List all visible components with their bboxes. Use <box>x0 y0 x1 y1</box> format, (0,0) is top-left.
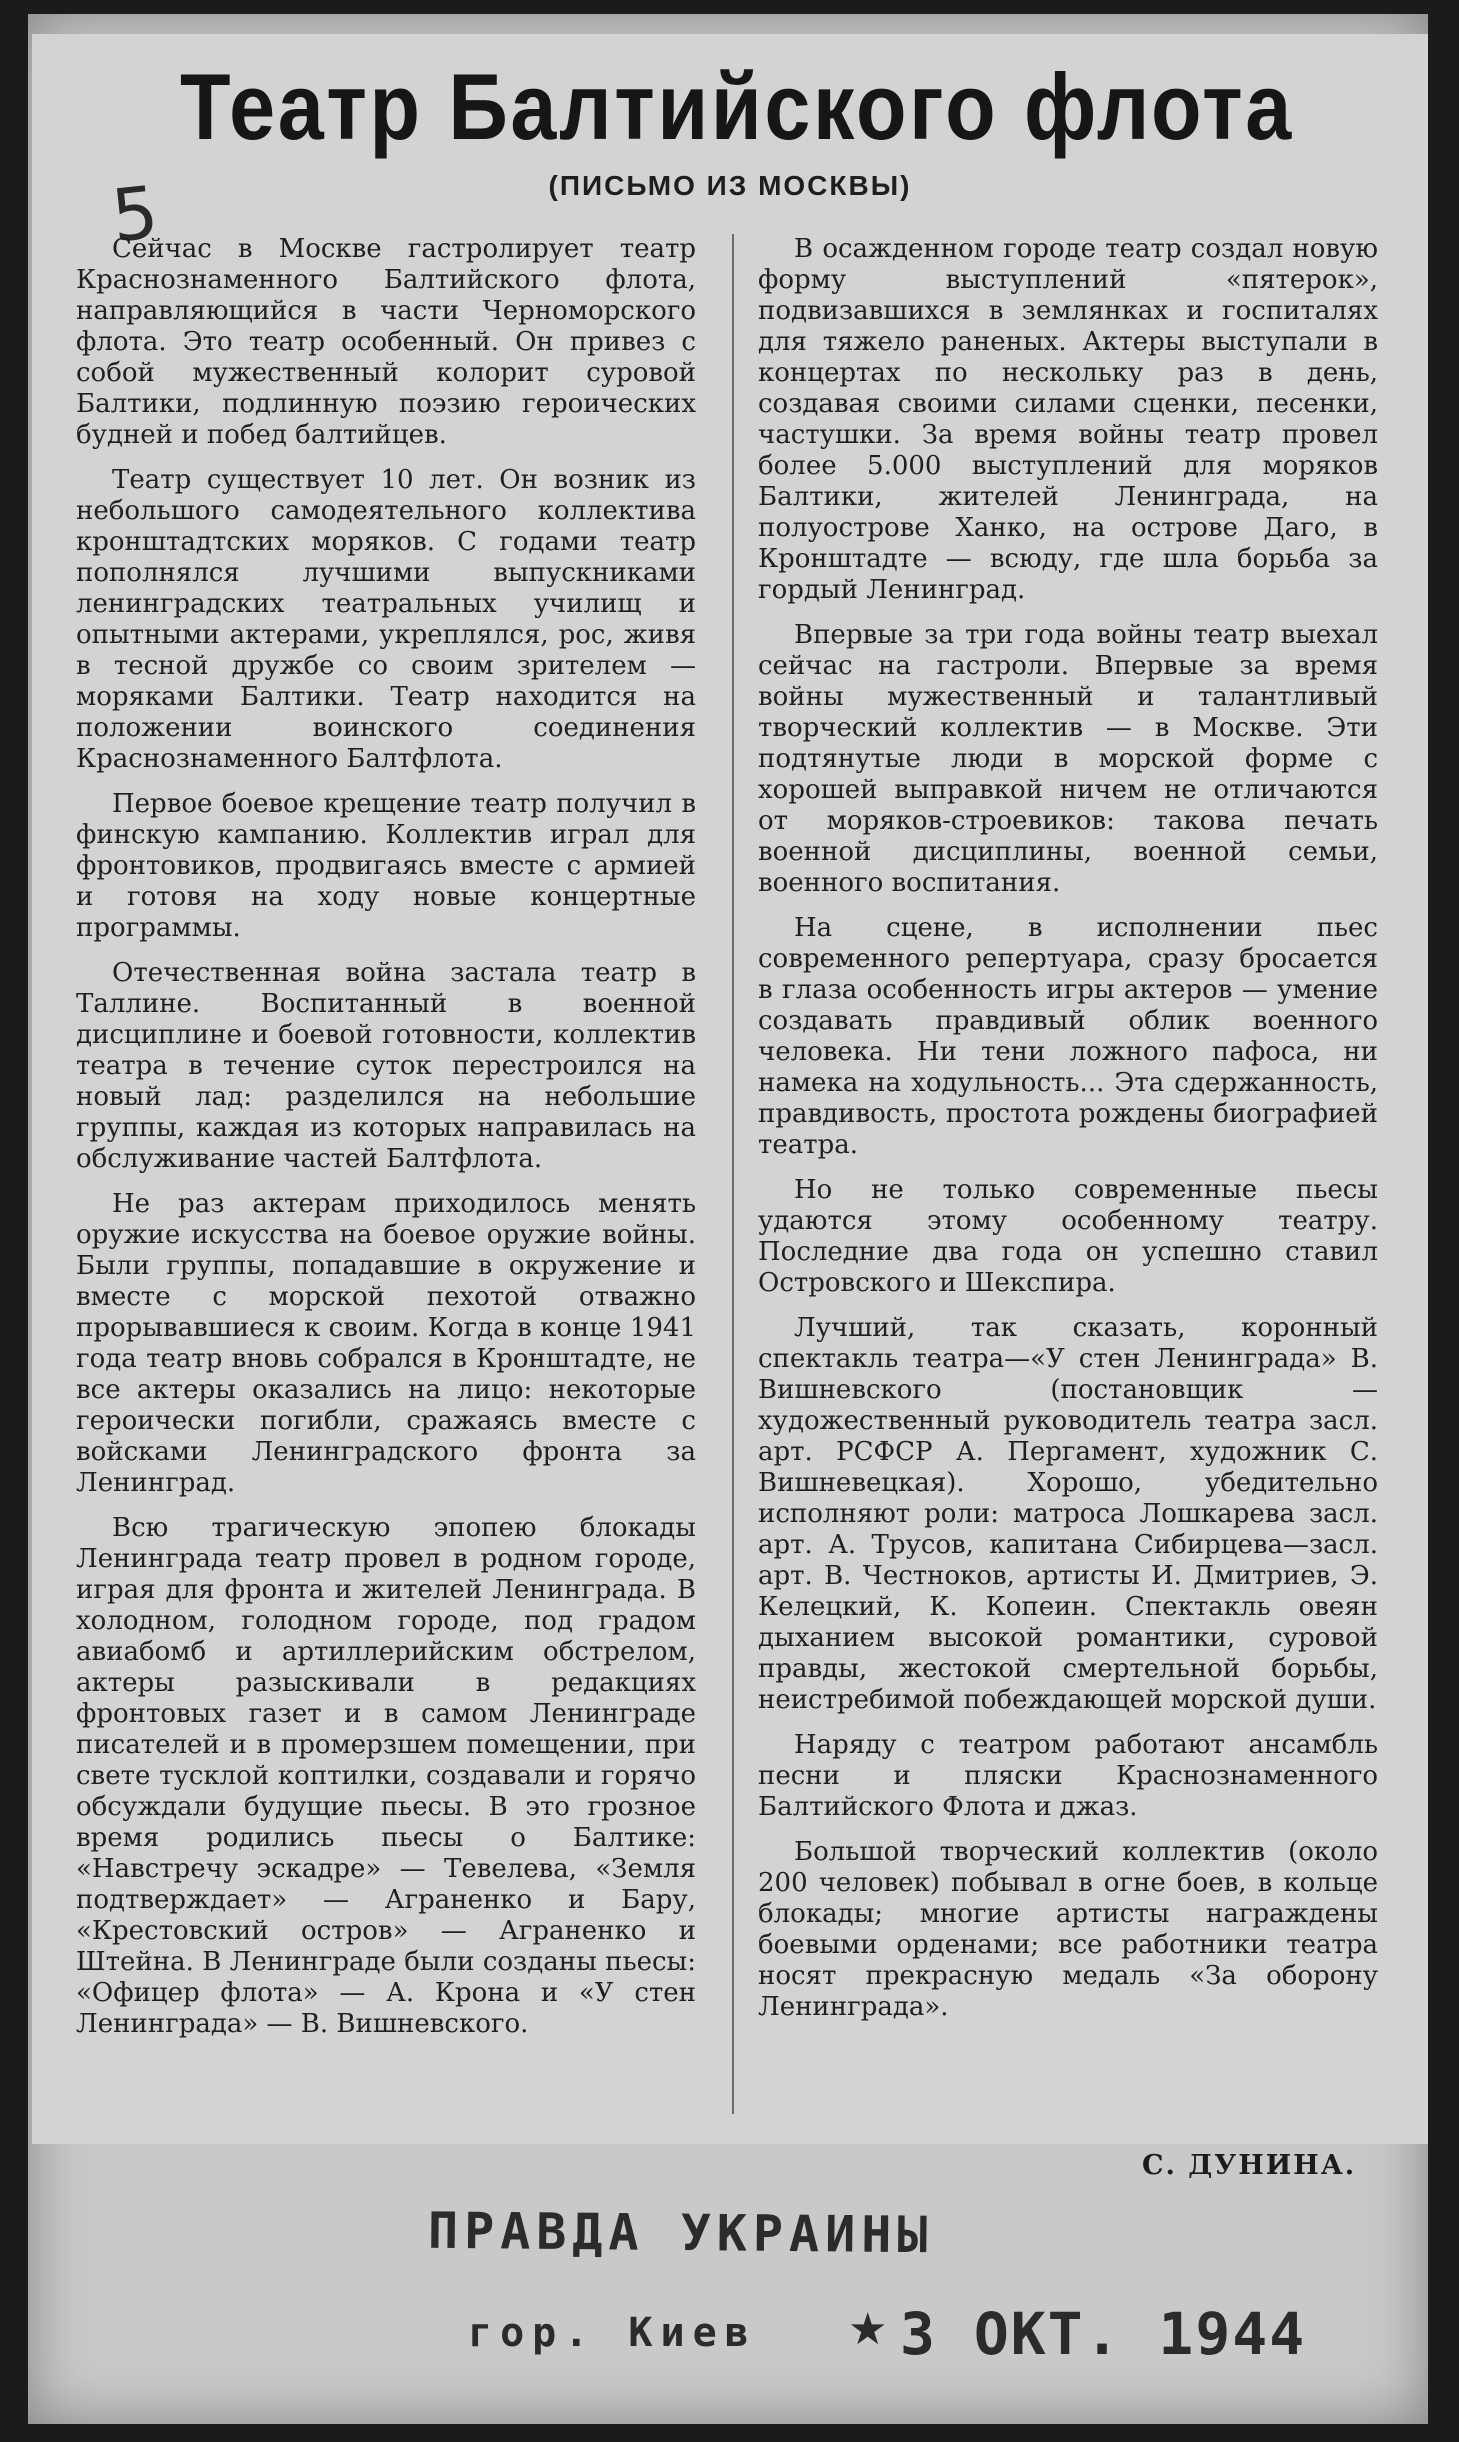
newspaper-clipping <box>32 34 1428 2181</box>
paragraph: Лучший, так сказать, коронный спектакль театра—«У стен Ленинграда» В. Вишневского (постановщик — художественный руководитель театра засл. арт. РСФСР А. Пергамент, художник С. Вишневецкая). Хорошо, убедительно исполняют роли: матроса Лошкарева засл. арт. А. Трусов, капитана Сибирцева—засл. арт. В. Честноков, артисты И. Дмитриев, Э. Келецкий, К. Копеин. Спектакль овеян дыханием высокой романтики, суровой правды, жестокой смертельной борьбы, неистребимой побеждающей морской души. <box>758 1313 1378 1715</box>
paragraph: В осажденном городе театр создал новую форму выступлений «пятерок», подвизавшихся в землянках и госпиталях для тяжело раненых. Актеры выступали в концертах по нескольку раз в день, создавая своими силами сценки, песенки, частушки. За время войны театр провел более 5.000 выступлений для моряков Балтики, жителей Ленинграда, на полуострове Ханко, на острове Даго, в Кронштадте — всюду, где шла борьба за гордый Ленинград. <box>758 234 1378 605</box>
paragraph: Отечественная война застала театр в Таллине. Воспитанный в военной дисциплине и боевой готовности, коллектив театра в течение суток перестроился на новый лад: разделился на небольшие группы, каждая из которых направилась на обслуживание частей Балтфлота. <box>76 958 696 1174</box>
paragraph: На сцене, в исполнении пьес современного репертуара, сразу бросается в глаза особенность игры актеров — умение создавать правдивый облик военного человека. Ни тени ложного пафоса, ни намека на ходульность... Эта сдержанность, правдивость, простота рождены биографией театра. <box>758 913 1378 1160</box>
left-column <box>76 234 696 2054</box>
paragraph: Театр существует 10 лет. Он возник из небольшого самодеятельного коллектива кронштадтских моряков. С годами театр пополнялся лучшими выпускниками ленинградских театральных училищ и опытными актерами, укреплялся, рос, живя в тесной дружбе со своим зрителем — моряками Балтики. Театр находится на положении воинского соединения Краснознаменного Балтфлота. <box>76 465 696 774</box>
archive-page <box>28 14 1428 2424</box>
article-headline: Театр Балтийского флота <box>180 54 1294 159</box>
paragraph: Первое боевое крещение театр получил в финскую кампанию. Коллектив играл для фронтовиков, продвигаясь вместе с армией и готовя на ходу новые концертные программы. <box>76 789 696 943</box>
publication-stamp: ПРАВДА УКРАИНЫ <box>427 2201 934 2265</box>
author-signature: С. ДУНИНА. <box>1142 2150 1357 2181</box>
star-icon: ★ <box>848 2304 888 2355</box>
pencil-annotation: 5 <box>107 169 163 259</box>
paragraph: Наряду с театром работают ансамбль песни и пляски Краснознаменного Балтийского Флота и джаз. <box>758 1730 1378 1822</box>
paragraph: Впервые за три года войны театр выехал сейчас на гастроли. Впервые за время войны мужественный и талантливый творческий коллектив — в Москве. Эти подтянутые люди в морской форме с хорошей выправкой ничем не отличаются от моряков-строевиков: такова печать военной дисциплины, военной семьи, военного воспитания. <box>758 620 1378 898</box>
city-stamp: гор. Киев <box>468 2310 757 2356</box>
column-divider <box>732 234 734 2114</box>
paragraph: Но не только современные пьесы удаются этому особенному театру. Последние два года он успешно ставил Островского и Шекспира. <box>758 1175 1378 1298</box>
right-column <box>758 234 1378 2037</box>
paragraph: Всю трагическую эпопею блокады Ленинграда театр провел в родном городе, играя для фронта и жителей Ленинграда. В холодном, голодном городе, под градом авиабомб и артиллерийским обстрелом, актеры разыскивали в редакциях фронтовых газет и в самом Ленинграде писателей и в промерзшем помещении, при свете тусклой коптилки, создавали и горячо обсуждали будущие пьесы. В это грозное время родились пьесы о Балтике: «Навстречу эскадре» — Тевелева, «Земля подтверждает» — Аграненко и Бару, «Крестовский остров» — Аграненко и Штейна. В Ленинграде были созданы пьесы: «Офицер флота» — А. Крона и «У стен Ленинграда» — В. Вишневского. <box>76 1513 696 2039</box>
paragraph: Большой творческий коллектив (около 200 человек) побывал в огне боев, в кольце блокады; многие артисты награждены боевыми орденами; все работники театра носят прекрасную медаль «За оборону Ленинграда». <box>758 1837 1378 2022</box>
paragraph: Не раз актерам приходилось менять оружие искусства на боевое оружие войны. Были группы, попадавшие в окружение и вместе с морской пехотой отважно прорывавшиеся к своим. Когда в конце 1941 года театр вновь собрался в Кронштадте, не все актеры оказались на лицо: некоторые героически погибли, сражаясь вместе с войсками Ленинградского фронта за Ленинград. <box>76 1189 696 1498</box>
date-stamp: 3 ОКТ. 1944 <box>900 2300 1307 2368</box>
paragraph: Сейчас в Москве гастролирует театр Краснознаменного Балтийского флота, направляющийся в части Черноморского флота. Это театр особенный. Он привез с собой мужественный колорит суровой Балтики, подлинную поэзию героических будней и побед балтийцев. <box>76 234 696 450</box>
article-subhead: (ПИСЬМО ИЗ МОСКВЫ) <box>548 170 912 201</box>
